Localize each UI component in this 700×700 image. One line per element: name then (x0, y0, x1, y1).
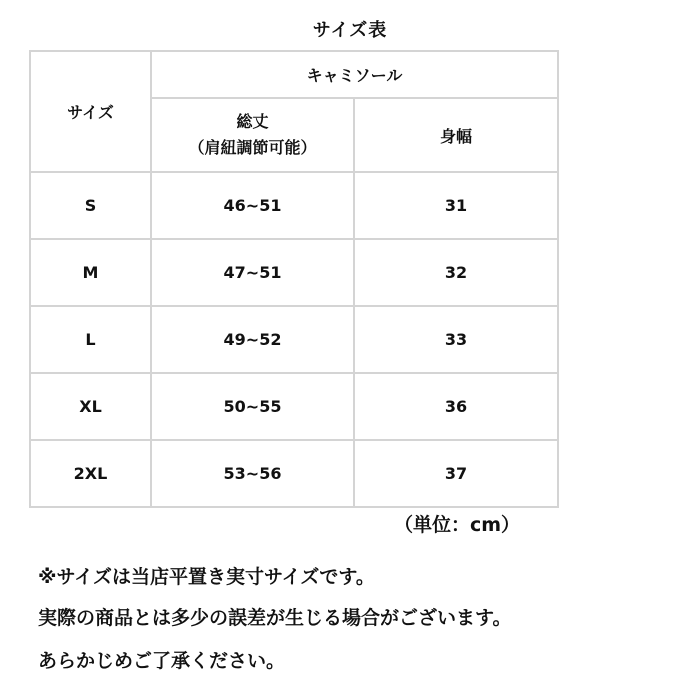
header-camisole: キャミソール (151, 51, 558, 98)
size-cell: L (30, 306, 151, 373)
length-cell: 49~52 (151, 306, 354, 373)
table-row (30, 239, 558, 306)
size-cell: 2XL (30, 440, 151, 507)
table-row (30, 306, 558, 373)
header-length (151, 98, 354, 172)
size-cell: M (30, 239, 151, 306)
width-cell: 37 (354, 440, 558, 507)
header-size: サイズ (30, 51, 151, 172)
table-row (30, 172, 558, 239)
note-line: あらかじめご了承ください。 (38, 650, 286, 672)
width-cell: 33 (354, 306, 558, 373)
length-cell: 46~51 (151, 172, 354, 239)
size-cell: S (30, 172, 151, 239)
size-table (29, 50, 559, 508)
width-cell: 31 (354, 172, 558, 239)
header-width: 身幅 (354, 98, 558, 172)
header-length-note: （肩紐調節可能） (188, 138, 317, 157)
table-row (30, 373, 558, 440)
header-length-label: 総丈 (236, 112, 269, 131)
table-title: サイズ表 (312, 20, 388, 41)
table-row (30, 440, 558, 507)
note-line: 実際の商品とは多少の誤差が生じる場合がございます。 (38, 607, 512, 629)
length-cell: 53~56 (151, 440, 354, 507)
length-cell: 50~55 (151, 373, 354, 440)
unit-label: （単位：cm） (394, 514, 521, 536)
note-line: ※サイズは当店平置き実寸サイズです。 (38, 566, 375, 588)
length-cell: 47~51 (151, 239, 354, 306)
width-cell: 36 (354, 373, 558, 440)
size-cell: XL (30, 373, 151, 440)
width-cell: 32 (354, 239, 558, 306)
